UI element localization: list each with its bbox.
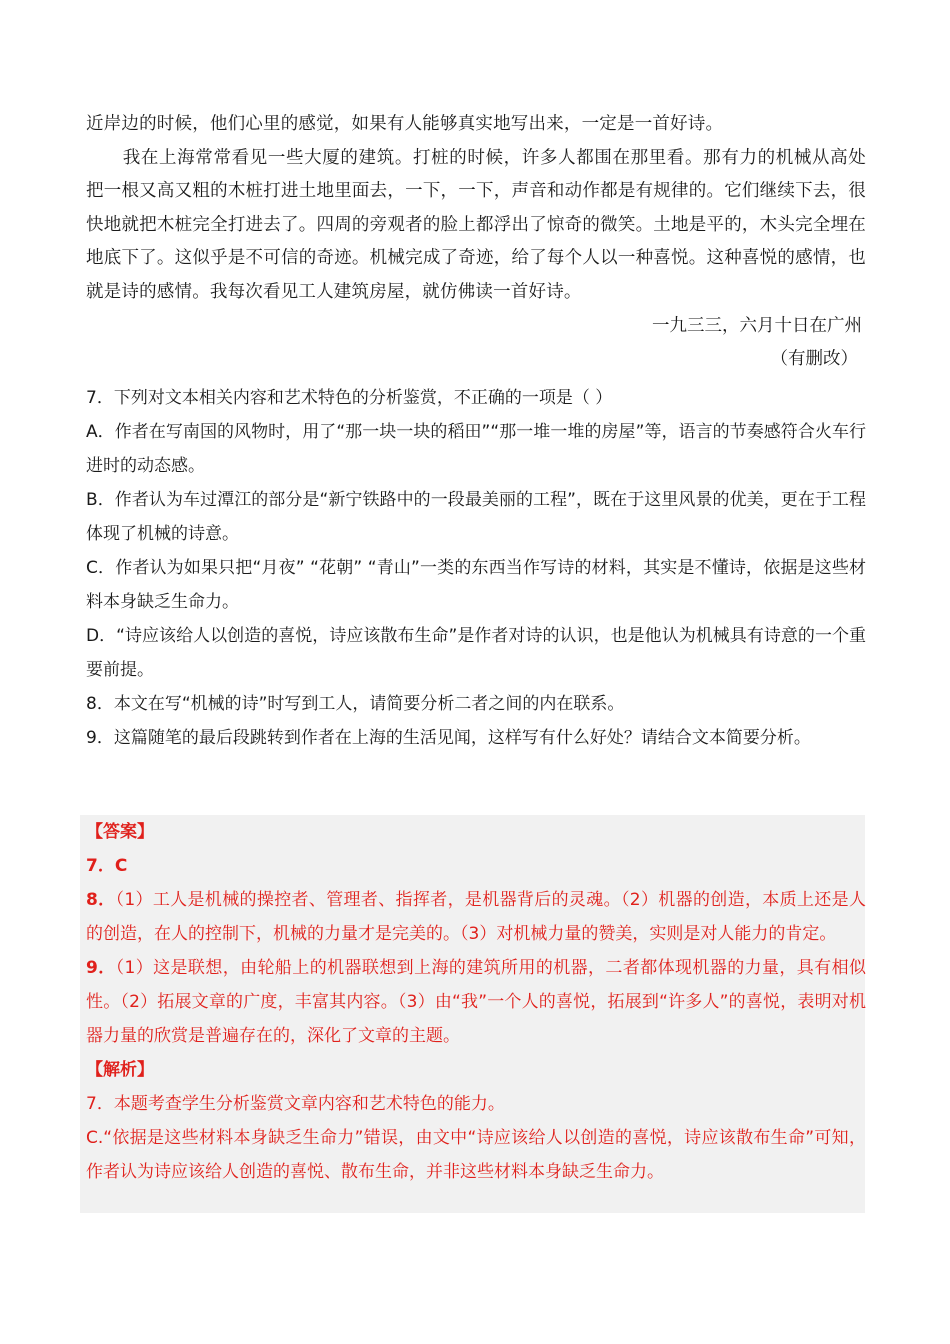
document-page [86, 108, 866, 755]
question-7-option-a: A．作者在写南国的风物时，用了“那一块一块的稻田”“那一堆一堆的房屋”等，语言的节奏感符合火车行进时的动态感。 [86, 421, 866, 476]
question-7-option-d: D．“诗应该给人以创造的喜悦，诗应该散布生命”是作者对诗的认识，也是他认为机械具有诗意的一个重要前提。 [86, 625, 866, 680]
answer-8-text: （1）工人是机械的操控者、管理者、指挥者，是机器背后的灵魂。（2）机器的创造，本质上还是人的创造，在人的控制下，机械的力量才是完美的。（3）对机械力量的赞美，实则是对人能力的肯定。 [86, 890, 866, 944]
answer-9 [86, 951, 866, 1053]
question-9: 9．这篇随笔的最后段跳转到作者在上海的生活见闻，这样写有什么好处？请结合文本简要分析。 [86, 727, 811, 748]
question-7-option-c: C．作者认为如果只把“月夜” “花朝” “青山”一类的东西当作写诗的材料，其实是不懂诗，依据是这些材料本身缺乏生命力。 [86, 557, 866, 612]
answer-header: 【答案】 [86, 822, 154, 842]
passage-paragraph-1: 近岸边的时候，他们心里的感觉，如果有人能够真实地写出来，一定是一首好诗。 [86, 114, 724, 134]
passage [86, 108, 866, 377]
passage-note: （有删改） [770, 349, 858, 370]
answer-9-number: 9． [86, 958, 116, 978]
question-7-option-b: B．作者认为车过潭江的部分是“新宁铁路中的一段最美丽的工程”，既在于这里风景的优美，更在于工程体现了机械的诗意。 [86, 489, 866, 544]
questions [86, 381, 866, 755]
answer-9-text: （1）这是联想，由轮船上的机器联想到上海的建筑所用的机器，二者都体现机器的力量，具有相似性。（2）拓展文章的广度，丰富其内容。（3）由“我”一个人的喜悦，拓展到“许多人”的喜悦，表明对机器力量的欣赏是普遍存在的，深化了文章的主题。 [86, 958, 866, 1046]
answer-8-number: 8． [86, 890, 116, 910]
analysis-header: 【解析】 [86, 1060, 154, 1080]
question-7: 7．下列对文本相关内容和艺术特色的分析鉴赏，不正确的一项是（ ） [86, 387, 613, 408]
answer-7: 7．C [86, 856, 128, 876]
analysis-7-option-c: C.“依据是这些材料本身缺乏生命力”错误，由文中“诗应该给人以创造的喜悦，诗应该散布生命”可知，作者认为诗应该给人创造的喜悦、散布生命，并非这些材料本身缺乏生命力。 [86, 1128, 866, 1182]
passage-signature: 一九三三，六月十日在广州 [652, 315, 862, 336]
answer-8 [86, 883, 866, 951]
analysis-7: 7．本题考查学生分析鉴赏文章内容和艺术特色的能力。 [86, 1094, 505, 1114]
passage-paragraph-2: 我在上海常常看见一些大厦的建筑。打桩的时候，许多人都围在那里看。那有力的机械从高处把一根又高又粗的木桩打进土地里面去，一下，一下，声音和动作都是有规律的。它们继续下去，很快地就把木桩完全打进去了。四周的旁观者的脸上都浮出了惊奇的微笑。土地是平的，木头完全埋在地底下了。这似乎是不可信的奇迹。机械完成了奇迹，给了每个人以一种喜悦。这种喜悦的感情，也就是诗的感情。我每次看见工人建筑房屋，就仿佛读一首好诗。 [86, 147, 866, 302]
answer-section [86, 815, 866, 1189]
question-8: 8．本文在写“机械的诗”时写到工人，请简要分析二者之间的内在联系。 [86, 693, 625, 714]
